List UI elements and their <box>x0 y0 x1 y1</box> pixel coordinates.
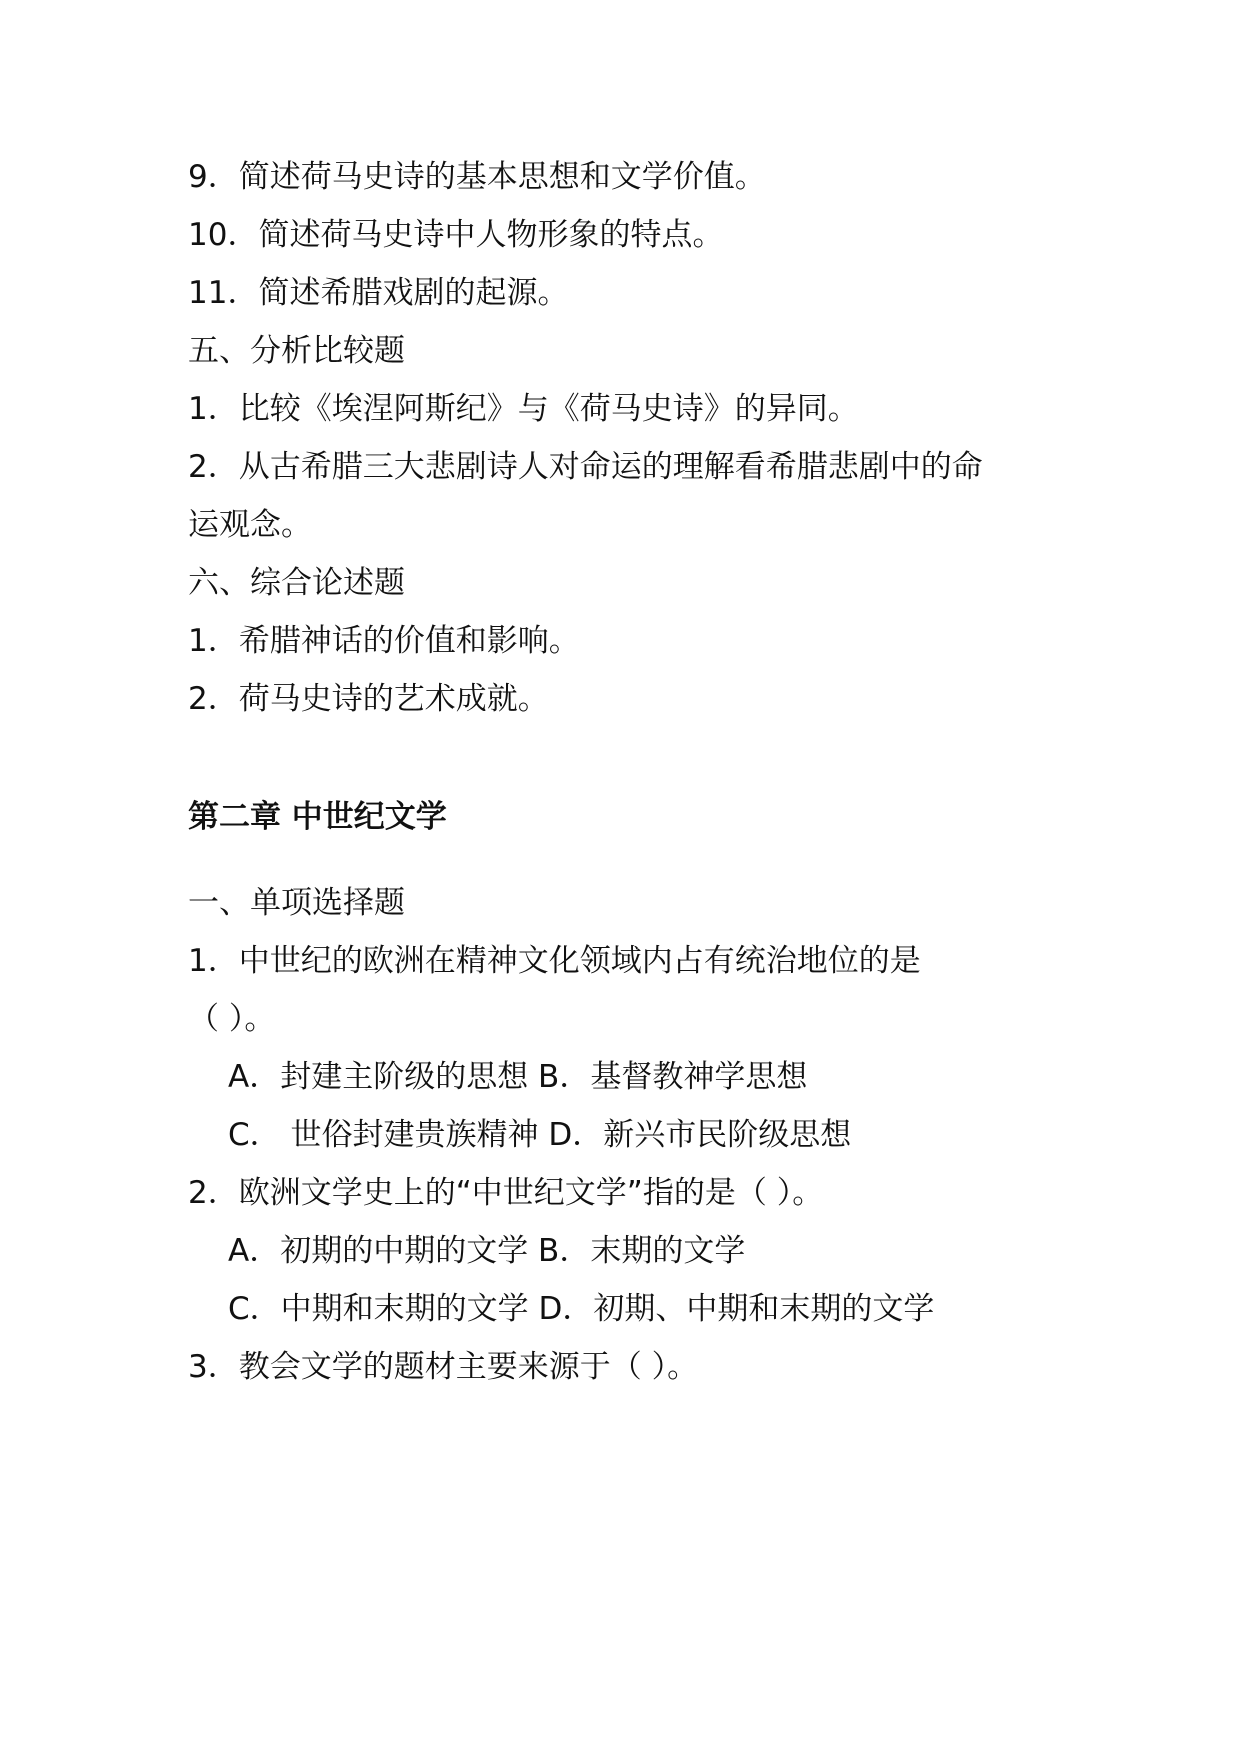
mc-question-3-stem: 3．教会文学的题材主要来源于（ ）。 <box>188 1349 699 1385</box>
mc-question-2-options-ab: A．初期的中期的文学 B．末期的文学 <box>228 1233 746 1269</box>
mc-question-1-stem-continued: （ ）。 <box>188 1001 276 1037</box>
section-title-analysis: 五、分析比较题 <box>188 333 405 369</box>
analysis-question-2: 2．从古希腊三大悲剧诗人对命运的理解看希腊悲剧中的命 <box>188 449 983 485</box>
mc-question-1-options-cd: C． 世俗封建贵族精神 D．新兴市民阶级思想 <box>228 1117 852 1153</box>
question-11: 11．简述希腊戏剧的起源。 <box>188 275 569 311</box>
mc-question-2-stem: 2．欧洲文学史上的“中世纪文学”指的是（ ）。 <box>188 1175 824 1211</box>
mc-question-1-stem: 1．中世纪的欧洲在精神文化领域内占有统治地位的是 <box>188 943 921 979</box>
essay-question-1: 1．希腊神话的价值和影响。 <box>188 623 580 659</box>
analysis-question-2-continued: 运观念。 <box>188 507 312 543</box>
analysis-question-1: 1．比较《埃涅阿斯纪》与《荷马史诗》的异同。 <box>188 391 859 427</box>
mc-question-2-options-cd: C．中期和末期的文学 D．初期、中期和末期的文学 <box>228 1291 935 1327</box>
question-10: 10．简述荷马史诗中人物形象的特点。 <box>188 217 724 253</box>
essay-question-2: 2．荷马史诗的艺术成就。 <box>188 681 549 717</box>
mc-question-1-options-ab: A．封建主阶级的思想 B．基督教神学思想 <box>228 1059 808 1095</box>
section-title-essay: 六、综合论述题 <box>188 565 405 601</box>
section-title-multiple-choice: 一、单项选择题 <box>188 885 405 921</box>
chapter-title: 第二章 中世纪文学 <box>188 799 447 835</box>
question-9: 9．简述荷马史诗的基本思想和文学价值。 <box>188 159 766 195</box>
